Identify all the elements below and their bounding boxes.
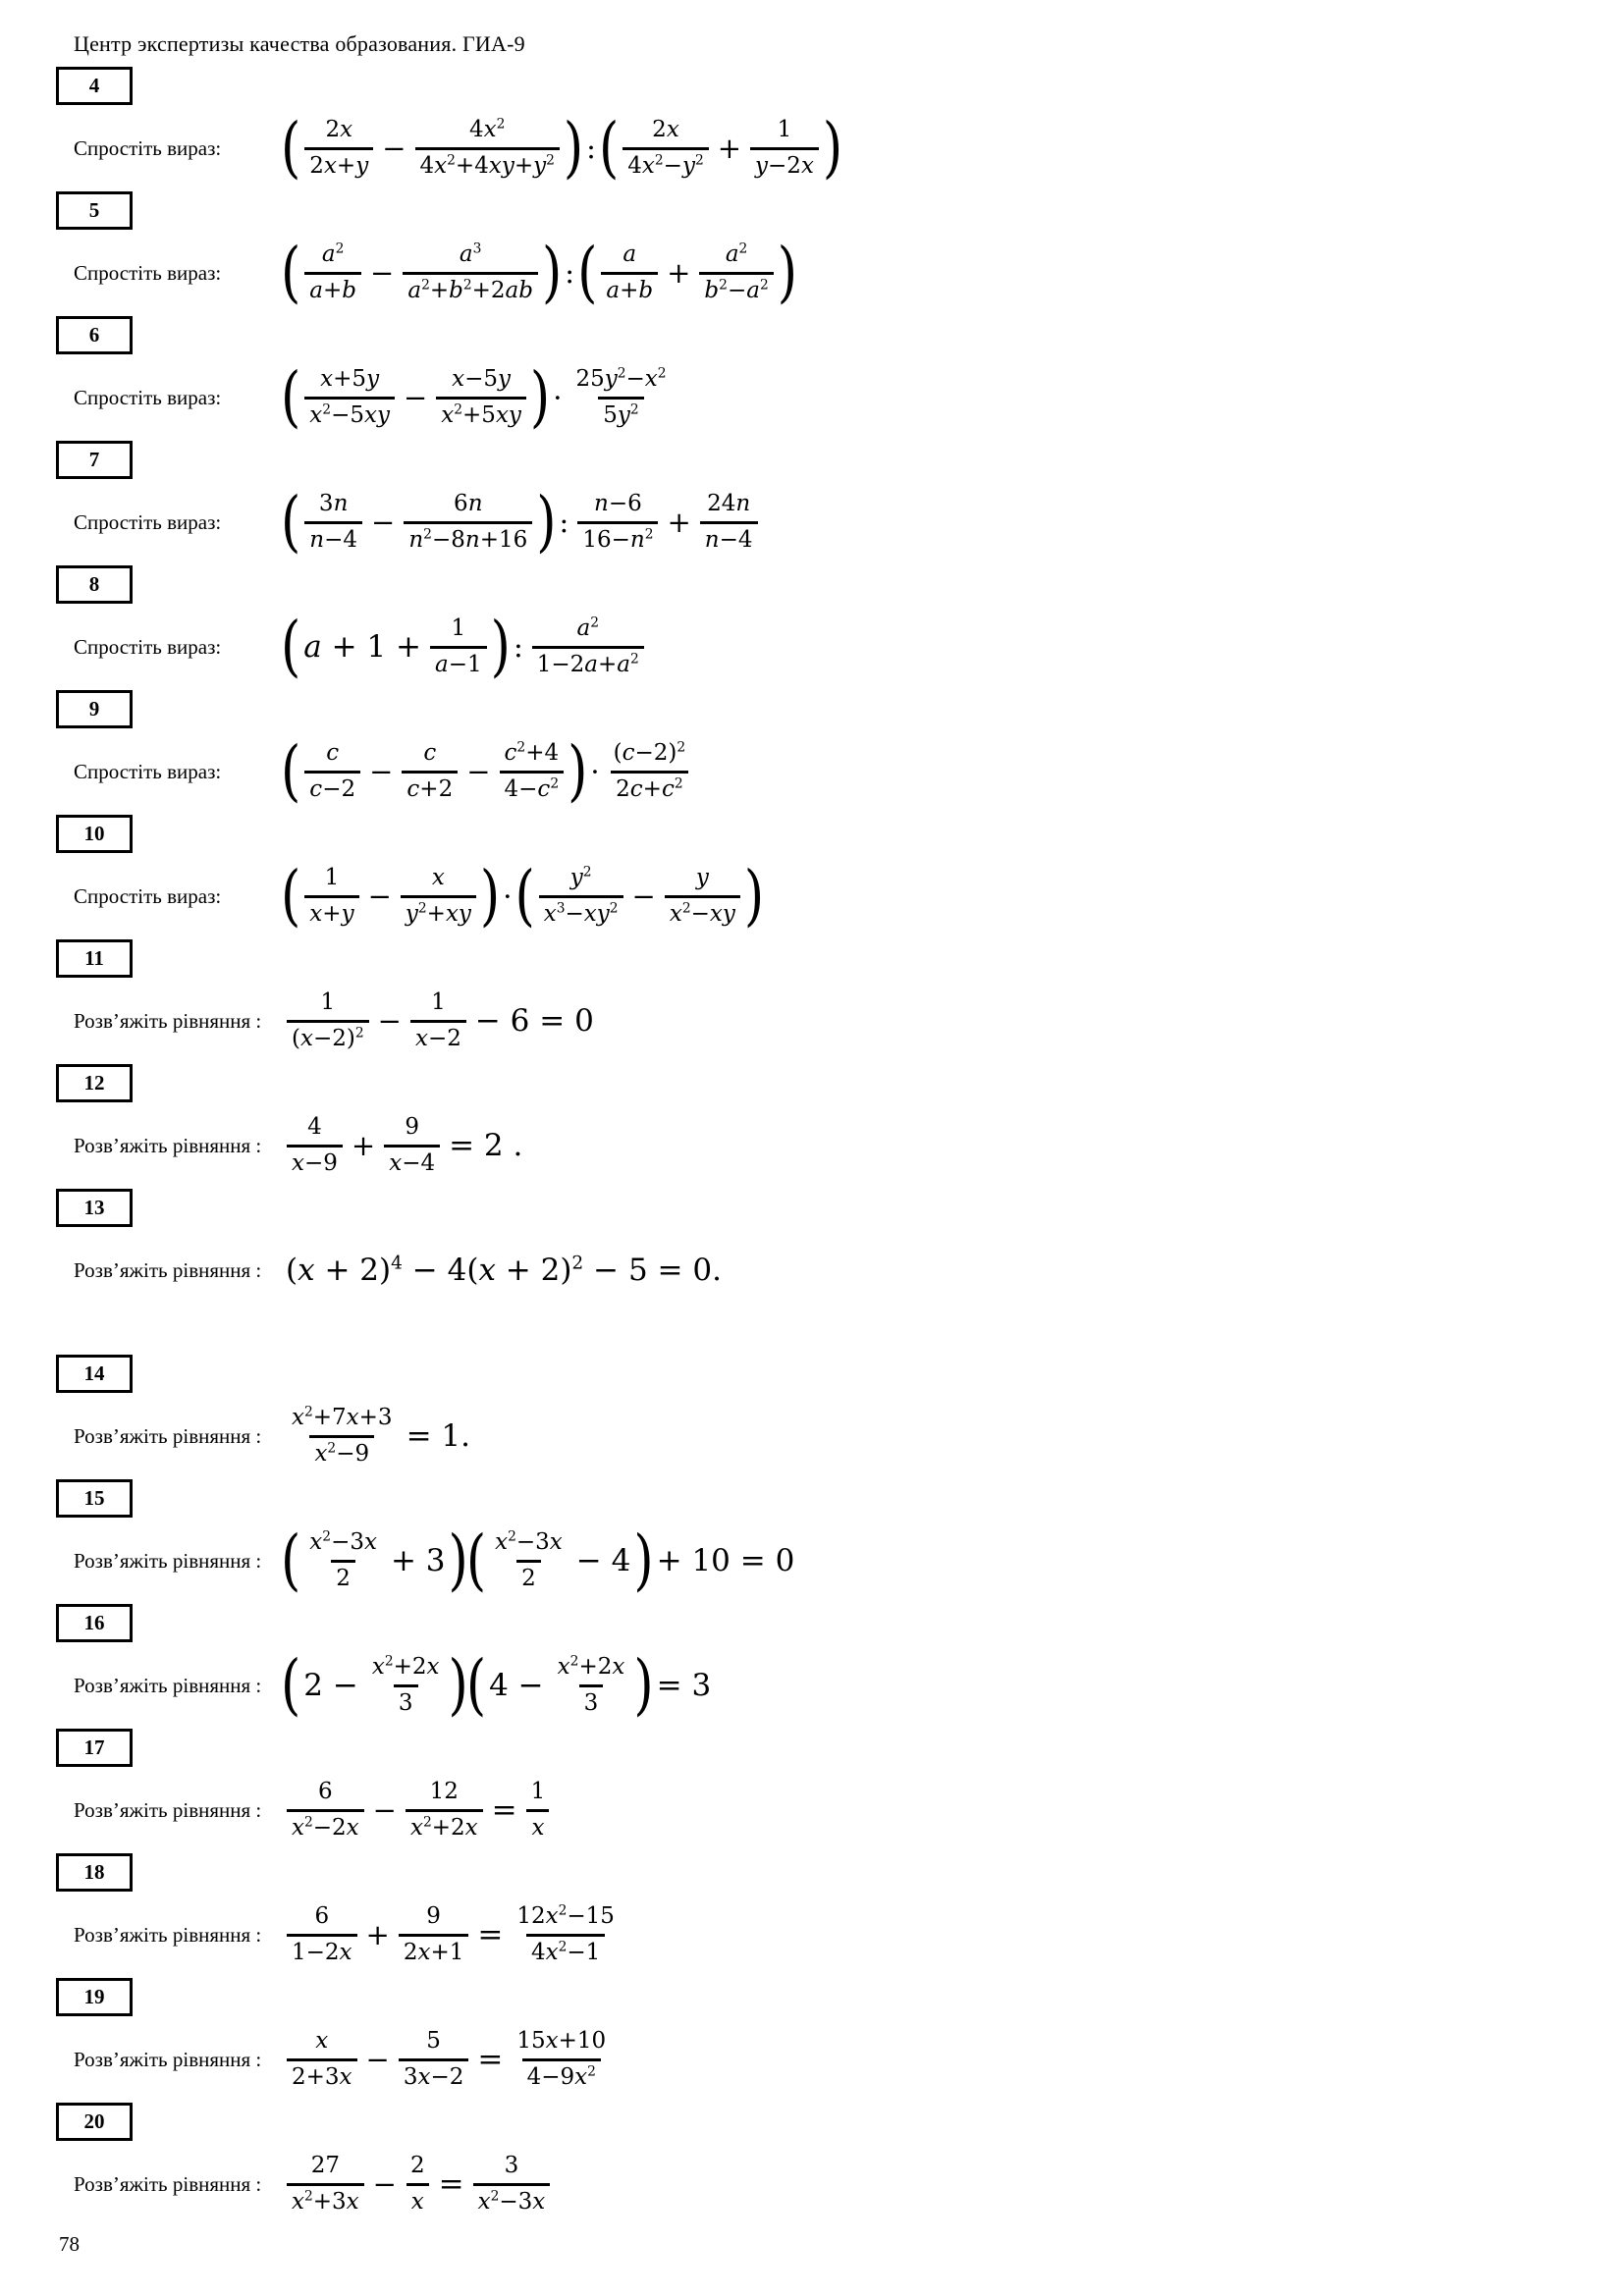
problem-16 xyxy=(56,1604,1585,1729)
problem-9 xyxy=(56,690,1585,815)
problem-formula xyxy=(282,1253,726,1288)
fraction: $\frac{a^2}{1-2a+a^2}$ xyxy=(532,614,644,680)
problem-number-box: 10 xyxy=(56,815,133,853)
problem-row xyxy=(74,978,1585,1064)
math-operator: − xyxy=(370,256,395,290)
problem-label: Розв’яжіть рівняння : xyxy=(74,2171,262,2196)
fraction: $\frac{6}{x^2-2x}$ xyxy=(287,1778,364,1843)
fraction: $\frac{a^2}{b^2-a^2}$ xyxy=(699,240,773,306)
fraction: $\frac{a}{a+b}$ xyxy=(601,240,658,306)
fraction: $\frac{y}{x^2-xy}$ xyxy=(665,864,740,930)
fraction: $\frac{3}{x^2-3x}$ xyxy=(473,2152,551,2217)
problem-formula xyxy=(282,2027,616,2093)
problem-row xyxy=(74,1227,1585,1313)
problem-label: Спростіть вираз: xyxy=(74,260,222,285)
fraction: $\frac{27}{x^2+3x}$ xyxy=(287,2152,364,2217)
problem-row xyxy=(74,728,1585,815)
math-text: − 4 xyxy=(575,1543,631,1578)
problem-4 xyxy=(56,67,1585,191)
fraction: $\frac{(c-2)^2}{2c+c^2}$ xyxy=(609,739,691,805)
fraction: $\frac{4}{x-9}$ xyxy=(287,1113,343,1179)
problem-number-box: 18 xyxy=(56,1853,133,1892)
problem-label: Спростіть вираз: xyxy=(74,883,222,908)
parenthesis: ( xyxy=(281,608,301,685)
math-operator: + xyxy=(667,506,691,539)
problem-row xyxy=(74,1642,1585,1729)
problem-14 xyxy=(56,1355,1585,1479)
problem-label: Розв’яжіть рівняння : xyxy=(74,1548,262,1573)
problem-row xyxy=(74,1892,1585,1978)
fraction: $\frac{1}{y-2x}$ xyxy=(750,116,819,182)
parenthesis: ) xyxy=(542,234,563,311)
fraction: $\frac{x}{y^2+xy}$ xyxy=(401,864,476,930)
parenthesis: ) xyxy=(529,358,551,436)
fraction: $\frac{2}{x}$ xyxy=(406,2152,430,2217)
problem-row xyxy=(74,1767,1585,1853)
fraction: $\frac{9}{2x+1}$ xyxy=(399,1902,469,1968)
problem-row xyxy=(74,1518,1585,1604)
math-operator: − xyxy=(377,1004,402,1038)
parenthesis: ( xyxy=(281,358,301,436)
fraction: $\frac{y^2}{x^3-xy^2}$ xyxy=(539,864,623,930)
fraction: $\frac{x^2+2x}{3}$ xyxy=(553,1653,630,1719)
problem-row xyxy=(74,105,1585,191)
fraction: $\frac{5}{3x-2}$ xyxy=(399,2027,469,2093)
parenthesis: ) xyxy=(563,109,584,187)
math-text: 2 − xyxy=(303,1668,358,1703)
problem-number-box: 5 xyxy=(56,191,133,230)
problem-number-box: 16 xyxy=(56,1604,133,1642)
math-operator: − xyxy=(369,755,394,788)
problem-number-box: 6 xyxy=(56,316,133,354)
problem-row xyxy=(74,2016,1585,2103)
parenthesis: ) xyxy=(777,234,798,311)
parenthesis: ( xyxy=(281,109,301,187)
math-text: = xyxy=(477,1917,504,1952)
problem-number-box: 8 xyxy=(56,565,133,604)
problem-row xyxy=(74,2141,1585,2227)
problem-row xyxy=(74,1393,1585,1479)
math-operator: · xyxy=(590,755,600,788)
problem-label: Спростіть вираз: xyxy=(74,634,222,659)
problem-formula xyxy=(282,1778,555,1843)
problem-11 xyxy=(56,939,1585,1064)
parenthesis: ( xyxy=(514,857,535,934)
problem-label: Розв’яжіть рівняння : xyxy=(74,1673,262,1697)
problem-label: Розв’яжіть рівняння : xyxy=(74,2047,262,2071)
problem-formula xyxy=(281,857,765,934)
parenthesis: ( xyxy=(281,1646,301,1724)
problem-row xyxy=(74,1102,1585,1189)
math-text: = 2 . xyxy=(449,1128,523,1163)
fraction: $\frac{a^2}{a+b}$ xyxy=(304,240,361,306)
parenthesis: ( xyxy=(281,483,301,561)
problem-18 xyxy=(56,1853,1585,1978)
math-operator: : xyxy=(586,132,596,165)
parenthesis: ) xyxy=(633,1646,654,1724)
problem-10 xyxy=(56,815,1585,939)
fraction: $\frac{12x^2-15}{4x^2-1}$ xyxy=(512,1902,620,1968)
fraction: $\frac{12}{x^2+2x}$ xyxy=(406,1778,483,1843)
math-operator: : xyxy=(559,506,569,539)
fraction: $\frac{a^3}{a^2+b^2+2ab}$ xyxy=(403,240,538,306)
fraction: $\frac{6n}{n^2-8n+16}$ xyxy=(404,490,532,556)
problem-number-box: 4 xyxy=(56,67,133,105)
math-operator: − xyxy=(382,132,406,165)
problem-5 xyxy=(56,191,1585,316)
fraction: $\frac{1}{x+y}$ xyxy=(304,864,358,930)
math-operator: + xyxy=(365,1918,390,1951)
problem-number-box: 9 xyxy=(56,690,133,728)
math-text: = xyxy=(438,2166,464,2202)
fraction: $\frac{24n}{n-4}$ xyxy=(700,490,758,556)
parenthesis: ) xyxy=(479,857,501,934)
parenthesis: ( xyxy=(598,109,620,187)
math-operator: − xyxy=(372,1793,397,1827)
math-text: = xyxy=(491,1792,517,1828)
problem-formula xyxy=(281,732,695,810)
parenthesis: ( xyxy=(465,1646,487,1724)
problem-formula xyxy=(281,358,677,436)
parenthesis: ) xyxy=(822,109,843,187)
problem-label: Спростіть вираз: xyxy=(74,509,222,534)
math-operator: · xyxy=(503,880,513,913)
math-text: = xyxy=(477,2042,504,2077)
fraction: $\frac{2x}{4x^2-y^2}$ xyxy=(623,116,708,182)
math-text: + 3 xyxy=(390,1543,446,1578)
problem-label: Спростіть вираз: xyxy=(74,135,222,160)
fraction: $\frac{c}{c-2}$ xyxy=(304,739,360,805)
problem-label: Спростіть вираз: xyxy=(74,385,222,409)
math-operator: − xyxy=(372,2167,397,2201)
parenthesis: ) xyxy=(743,857,765,934)
fraction: $\frac{6}{1-2x}$ xyxy=(287,1902,357,1968)
math-operator: − xyxy=(466,755,491,788)
problem-15 xyxy=(56,1479,1585,1604)
problem-formula xyxy=(282,988,598,1054)
fraction: $\frac{x^2-3x}{2}$ xyxy=(304,1528,382,1594)
problem-13 xyxy=(56,1189,1585,1313)
math-text: − 6 = 0 xyxy=(474,1003,594,1039)
problem-label: Розв’яжіть рівняння : xyxy=(74,1797,262,1822)
fraction: $\frac{25y^2-x^2}{5y^2}$ xyxy=(570,365,671,431)
problem-formula xyxy=(281,608,649,685)
math-operator: − xyxy=(367,880,392,913)
parenthesis: ( xyxy=(577,234,598,311)
problem-row xyxy=(74,604,1585,690)
fraction: $\frac{2x}{2x+y}$ xyxy=(304,116,373,182)
problem-label: Розв’яжіть рівняння : xyxy=(74,1008,262,1033)
problem-number-box: 12 xyxy=(56,1064,133,1102)
math-text: + 10 = 0 xyxy=(656,1543,795,1578)
math-text: = 1. xyxy=(406,1418,470,1454)
problem-formula xyxy=(282,1902,624,1968)
problem-formula xyxy=(281,234,798,311)
math-operator: + xyxy=(717,132,742,165)
fraction: $\frac{x^2+7x+3}{x^2-9}$ xyxy=(287,1404,398,1469)
problem-formula xyxy=(281,1646,715,1724)
parenthesis: ) xyxy=(490,608,511,685)
fraction: $\frac{1}{(x-2)^2}$ xyxy=(287,988,369,1054)
parenthesis: ) xyxy=(568,732,588,810)
fraction: $\frac{c^2+4}{4-c^2}$ xyxy=(500,739,565,805)
problems xyxy=(56,67,1585,2227)
problem-20 xyxy=(56,2103,1585,2227)
problem-label: Розв’яжіть рівняння : xyxy=(74,1133,262,1157)
problem-number-box: 14 xyxy=(56,1355,133,1393)
math-text: $(x + 2)^4 - 4(x + 2)^2 - 5 = 0$. xyxy=(286,1253,722,1288)
problem-formula xyxy=(282,2152,555,2217)
fraction: $\frac{x-5y}{x^2+5xy}$ xyxy=(436,365,526,431)
problem-label: Розв’яжіть рівняння : xyxy=(74,1423,262,1448)
parenthesis: ( xyxy=(281,732,301,810)
math-operator: − xyxy=(403,381,428,414)
fraction: $\frac{x^2+2x}{3}$ xyxy=(367,1653,445,1719)
problem-number-box: 7 xyxy=(56,441,133,479)
problem-17 xyxy=(56,1729,1585,1853)
fraction: $\frac{1}{a-1}$ xyxy=(430,614,487,680)
page-number: 78 xyxy=(59,2232,80,2256)
math-text: = 3 xyxy=(656,1668,712,1703)
math-operator: : xyxy=(513,630,523,664)
fraction: $\frac{15x+10}{4-9x^2}$ xyxy=(512,2027,611,2093)
problem-formula xyxy=(282,1113,526,1179)
problem-number-box: 13 xyxy=(56,1189,133,1227)
problem-row xyxy=(74,853,1585,939)
problem-row xyxy=(74,354,1585,441)
fraction: $\frac{9}{x-4}$ xyxy=(384,1113,440,1179)
math-operator: : xyxy=(565,256,575,290)
parenthesis: ) xyxy=(536,483,557,561)
problem-row xyxy=(74,230,1585,316)
parenthesis: ) xyxy=(633,1522,654,1599)
fraction: $\frac{n-6}{16-n^2}$ xyxy=(577,490,658,556)
math-operator: + xyxy=(667,256,691,290)
fraction: $\frac{c}{c+2}$ xyxy=(402,739,458,805)
math-operator: − xyxy=(365,2043,390,2076)
parenthesis: ( xyxy=(281,1522,301,1599)
problem-number-box: 19 xyxy=(56,1978,133,2016)
parenthesis: ( xyxy=(281,857,301,934)
problem-row xyxy=(74,479,1585,565)
parenthesis: ) xyxy=(448,1646,468,1724)
fraction: $\frac{1}{x}$ xyxy=(526,1778,551,1843)
problem-12 xyxy=(56,1064,1585,1189)
problem-label: Розв’яжіть рівняння : xyxy=(74,1257,262,1282)
problem-formula xyxy=(281,1522,798,1599)
parenthesis: ) xyxy=(448,1522,468,1599)
problem-formula xyxy=(281,109,843,187)
problem-7 xyxy=(56,441,1585,565)
math-text: 4 − xyxy=(489,1668,544,1703)
problem-number-box: 20 xyxy=(56,2103,133,2141)
problem-8 xyxy=(56,565,1585,690)
math-text: a + 1 + xyxy=(303,629,422,665)
problem-label: Розв’яжіть рівняння : xyxy=(74,1922,262,1947)
problem-number-box: 15 xyxy=(56,1479,133,1518)
fraction: $\frac{x^2-3x}{2}$ xyxy=(490,1528,568,1594)
problem-number-box: 11 xyxy=(56,939,133,978)
problem-19 xyxy=(56,1978,1585,2103)
problem-6 xyxy=(56,316,1585,441)
fraction: $\frac{x}{2+3x}$ xyxy=(287,2027,357,2093)
problem-label: Спростіть вираз: xyxy=(74,759,222,783)
math-operator: + xyxy=(351,1129,376,1162)
problem-formula xyxy=(281,483,763,561)
parenthesis: ( xyxy=(281,234,301,311)
math-operator: − xyxy=(631,880,656,913)
fraction: $\frac{1}{x-2}$ xyxy=(410,988,466,1054)
page-title: Центр экспертизы качества образования. ГИА-9 xyxy=(74,31,525,56)
problem-formula xyxy=(282,1404,474,1469)
math-operator: − xyxy=(371,506,396,539)
fraction: $\frac{3n}{n-4}$ xyxy=(304,490,362,556)
fraction: $\frac{4x^2}{4x^2+4xy+y^2}$ xyxy=(415,116,560,182)
fraction: $\frac{x+5y}{x^2-5xy}$ xyxy=(304,365,395,431)
parenthesis: ( xyxy=(465,1522,487,1599)
math-operator: · xyxy=(553,381,563,414)
problem-number-box: 17 xyxy=(56,1729,133,1767)
